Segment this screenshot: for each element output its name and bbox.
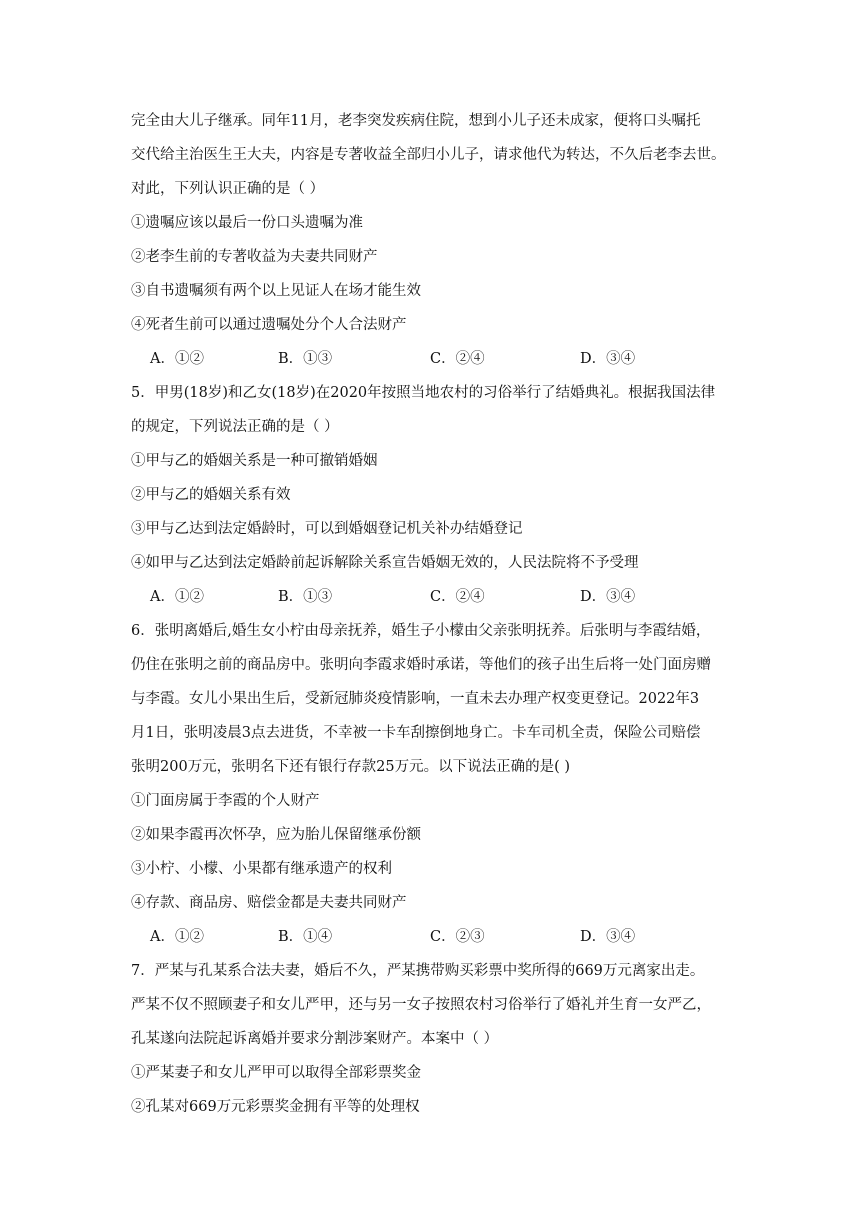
q5-option-c[interactable]: C．②④ <box>430 589 485 605</box>
q4-option-c[interactable]: C．②④ <box>430 351 485 367</box>
q6-line-4: 月1日，张明凌晨3点去进货，不幸被一卡车刮擦倒地身亡。卡车司机全责，保险公司赔偿 <box>131 725 701 741</box>
q5-statement-3: ③甲与乙达到法定婚龄时，可以到婚姻登记机关补办结婚登记 <box>131 521 523 537</box>
q5-option-d[interactable]: D．③④ <box>580 589 636 605</box>
q6-line-2: 仍住在张明之前的商品房中。张明向李霞求婚时承诺，等他们的孩子出生后将一处门面房赠 <box>131 657 711 673</box>
q6-option-a[interactable]: A．①② <box>150 929 204 945</box>
q6-statement-3: ③小柠、小檬、小果都有继承遗产的权利 <box>131 861 392 877</box>
q6-line-5: 张明200万元，张明名下还有银行存款25万元。以下说法正确的是( ) <box>131 759 571 775</box>
q4-statement-4: ④死者生前可以通过遗嘱处分个人合法财产 <box>131 317 407 333</box>
q4-statement-3: ③自书遗嘱须有两个以上见证人在场才能生效 <box>131 283 421 299</box>
q4-line-3: 对此，下列认识正确的是（ ） <box>131 181 325 197</box>
q6-option-b[interactable]: B．①④ <box>278 929 333 945</box>
q5-option-b[interactable]: B．①③ <box>278 589 333 605</box>
q5-options <box>150 587 710 607</box>
q4-line-1: 完全由大儿子继承。同年11月，老李突发疾病住院，想到小儿子还未成家，便将口头嘱托 <box>131 113 701 129</box>
q6-statement-1: ①门面房属于李霞的个人财产 <box>131 793 320 809</box>
q7-statement-1: ①严某妻子和女儿严甲可以取得全部彩票奖金 <box>131 1065 421 1081</box>
q6-statement-2: ②如果李霞再次怀孕，应为胎儿保留继承份额 <box>131 827 421 843</box>
q6-options <box>150 927 710 947</box>
q6-line-1: 6．张明离婚后,婚生女小柠由母亲抚养，婚生子小檬由父亲张明抚养。后张明与李霞结婚， <box>131 623 711 639</box>
q5-line-2: 的规定，下列说法正确的是（ ） <box>131 419 339 435</box>
q7-line-3: 孔某遂向法院起诉离婚并要求分割涉案财产。本案中（ ） <box>131 1031 499 1047</box>
q6-statement-4: ④存款、商品房、赔偿金都是夫妻共同财产 <box>131 895 407 911</box>
q7-line-2: 严某不仅不照顾妻子和女儿严甲，还与另一女子按照农村习俗举行了婚礼并生育一女严乙， <box>131 997 711 1013</box>
q4-option-b[interactable]: B．①③ <box>278 351 333 367</box>
q5-option-a[interactable]: A．①② <box>150 589 204 605</box>
q4-statement-2: ②老李生前的专著收益为夫妻共同财产 <box>131 249 378 265</box>
q5-statement-2: ②甲与乙的婚姻关系有效 <box>131 487 291 503</box>
q4-statement-1: ①遗嘱应该以最后一份口头遗嘱为准 <box>131 215 363 231</box>
q7-statement-2: ②孔某对669万元彩票奖金拥有平等的处理权 <box>131 1099 420 1115</box>
q4-line-2: 交代给主治医生王大夫，内容是专著收益全部归小儿子，请求他代为转达，不久后老李去世。 <box>131 147 726 163</box>
q7-line-1: 7．严某与孔某系合法夫妻，婚后不久，严某携带购买彩票中奖所得的669万元离家出走。 <box>131 963 705 979</box>
q5-line-1: 5．甲男(18岁)和乙女(18岁)在2020年按照当地农村的习俗举行了结婚典礼。根据我国法律 <box>131 385 716 401</box>
q5-statement-4: ④如甲与乙达到法定婚龄前起诉解除关系宣告婚姻无效的，人民法院将不予受理 <box>131 555 639 571</box>
q4-option-a[interactable]: A．①② <box>150 351 204 367</box>
q6-option-d[interactable]: D．③④ <box>580 929 636 945</box>
q6-option-c[interactable]: C．②③ <box>430 929 485 945</box>
q5-statement-1: ①甲与乙的婚姻关系是一种可撤销婚姻 <box>131 453 378 469</box>
q4-options <box>150 349 710 369</box>
q6-line-3: 与李霞。女儿小果出生后，受新冠肺炎疫情影响，一直未去办理产权变更登记。2022年3 <box>131 691 700 707</box>
q4-option-d[interactable]: D．③④ <box>580 351 636 367</box>
